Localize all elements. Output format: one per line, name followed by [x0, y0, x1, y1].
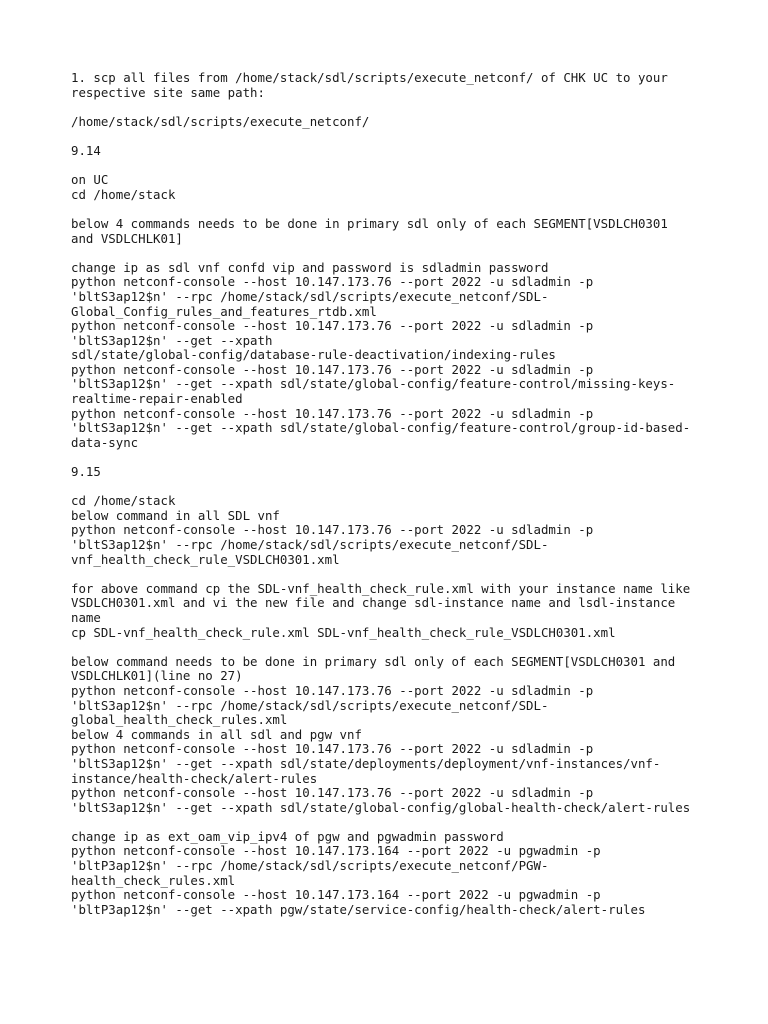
text-line: python netconf-console --host 10.147.173.164 --port 2022 -u pgwadmin -p [71, 887, 601, 903]
text-line: 'bltS3ap12$n' --rpc /home/stack/sdl/scripts/execute_netconf/SDL- [71, 537, 549, 552]
blank-line [71, 450, 711, 465]
text-line: python netconf-console --host 10.147.173.76 --port 2022 -u sdladmin -p [71, 405, 594, 421]
text-line: python netconf-console --host 10.147.173.76 --port 2022 -u sdladmin -p [71, 318, 594, 334]
text-line: 1. scp all files from /home/stack/sdl/scripts/execute_netconf/ of CHK UC to your [71, 70, 668, 85]
text-line: below command in all SDL vnf [71, 507, 280, 523]
text-line: below 4 commands in all sdl and pgw vnf [71, 726, 362, 742]
text-line: health_check_rules.xml [71, 872, 236, 888]
text-line: 'bltS3ap12$n' --get --xpath sdl/state/global-config/global-health-check/alert-rules [71, 799, 691, 815]
text-line: 'bltS3ap12$n' --get --xpath sdl/state/global-config/feature-control/missing-keys- [71, 376, 676, 392]
text-line: VSDLCHLK01](line no 27) [71, 668, 243, 684]
text-line: 'bltS3ap12$n' --rpc /home/stack/sdl/scripts/execute_netconf/SDL- [71, 288, 549, 304]
text-line: change ip as sdl vnf confd vip and password is sdladmin password [71, 259, 549, 275]
text-line: 'bltP3ap12$n' --get --xpath pgw/state/service-config/health-check/alert-rules [71, 901, 646, 917]
text-line: and VSDLCHLK01] [71, 230, 183, 246]
text-line: realtime-repair-enabled [71, 391, 243, 407]
text-line: 'bltS3ap12$n' --get --xpath [71, 332, 273, 348]
text-line: /home/stack/sdl/scripts/execute_netconf/ [71, 113, 370, 129]
text-line: cd /home/stack [71, 493, 176, 509]
text-line: python netconf-console --host 10.147.173.76 --port 2022 -u sdladmin -p [71, 741, 594, 757]
blank-line [71, 815, 711, 830]
text-line: 'bltP3ap12$n' --rpc /home/stack/sdl/scripts/execute_netconf/PGW- [71, 858, 549, 874]
text-line: change ip as ext_oam_vip_ipv4 of pgw and pgwadmin password [71, 828, 504, 844]
text-line: VSDLCH0301.xml and vi the new file and change sdl-instance name and lsdl-instance [71, 595, 676, 611]
text-line: 9.14 [71, 142, 101, 158]
text-line: name [71, 609, 101, 625]
text-line: instance/health-check/alert-rules [71, 770, 318, 786]
text-line: on UC [71, 172, 109, 188]
blank-line [71, 480, 711, 495]
text-line: python netconf-console --host 10.147.173.164 --port 2022 -u pgwadmin -p [71, 843, 601, 859]
blank-line [71, 640, 711, 655]
text-line: sdl/state/global-config/database-rule-deactivation/indexing-rules [71, 347, 556, 363]
text-line: data-sync [71, 434, 139, 450]
text-line: python netconf-console --host 10.147.173.76 --port 2022 -u sdladmin -p [71, 785, 594, 801]
blank-line [71, 202, 711, 217]
text-line: python netconf-console --host 10.147.173.76 --port 2022 -u sdladmin -p [71, 274, 594, 290]
text-line: 'bltS3ap12$n' --get --xpath sdl/state/global-config/feature-control/group-id-based- [71, 420, 691, 436]
text-line: vnf_health_check_rule_VSDLCH0301.xml [71, 551, 340, 567]
text-line: cd /home/stack [71, 186, 176, 202]
text-line: 'bltS3ap12$n' --get --xpath sdl/state/deployments/deployment/vnf-instances/vnf- [71, 755, 661, 771]
text-line: Global_Config_rules_and_features_rtdb.xml [71, 303, 377, 319]
text-line: for above command cp the SDL-vnf_health_check_rule.xml with your instance name like [71, 580, 691, 596]
text-line: 'bltS3ap12$n' --rpc /home/stack/sdl/scripts/execute_netconf/SDL- [71, 697, 549, 713]
document-text [71, 71, 711, 917]
blank-line [71, 567, 711, 582]
text-line: cp SDL-vnf_health_check_rule.xml SDL-vnf_health_check_rule_VSDLCH0301.xml [71, 624, 616, 640]
text-line: 9.15 [71, 464, 101, 480]
blank-line [71, 129, 711, 144]
blank-line [71, 100, 711, 115]
text-line: below command needs to be done in primary sdl only of each SEGMENT[VSDLCH0301 and [71, 653, 676, 669]
blank-line [71, 246, 711, 261]
text-line: below 4 commands needs to be done in primary sdl only of each SEGMENT[VSDLCH0301 [71, 215, 668, 231]
text-line: python netconf-console --host 10.147.173.76 --port 2022 -u sdladmin -p [71, 682, 594, 698]
text-line: respective site same path: [71, 84, 265, 100]
text-line: global_health_check_rules.xml [71, 712, 288, 728]
text-line: python netconf-console --host 10.147.173.76 --port 2022 -u sdladmin -p [71, 361, 594, 377]
text-line: python netconf-console --host 10.147.173.76 --port 2022 -u sdladmin -p [71, 522, 594, 538]
blank-line [71, 159, 711, 174]
